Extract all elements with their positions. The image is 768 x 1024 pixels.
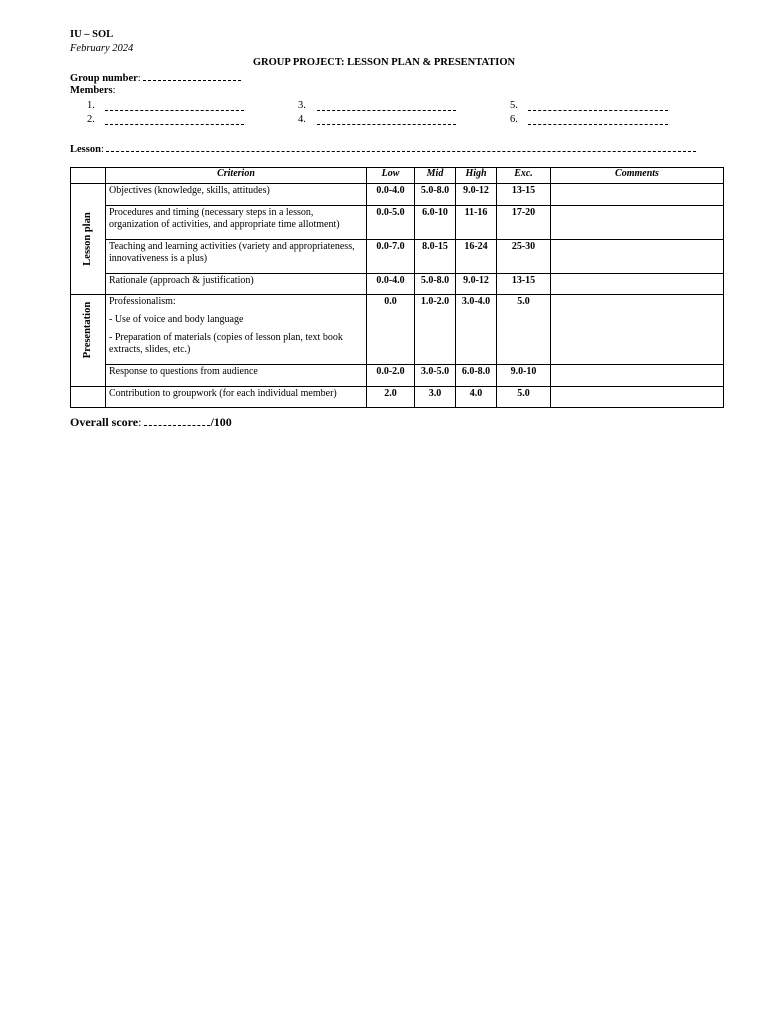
comments-cell[interactable] <box>551 365 724 387</box>
criterion-cell: Procedures and timing (necessary steps in a lesson, organization of activities, and appropriate time allotment) <box>106 206 367 240</box>
group-presentation <box>71 295 106 387</box>
score-mid: 1.0-2.0 <box>415 295 456 365</box>
lesson-row: Lesson: <box>70 142 696 155</box>
member-5-field[interactable] <box>528 101 668 111</box>
group-label: Lesson plan <box>82 212 93 266</box>
member-6-field[interactable] <box>528 115 668 125</box>
member-2-field[interactable] <box>105 115 244 125</box>
score-high: 9.0-12 <box>456 274 497 295</box>
group-number-row: Group number: <box>70 71 241 84</box>
score-mid: 8.0-15 <box>415 240 456 274</box>
table-header-row <box>71 168 724 184</box>
criterion-cell: Response to questions from audience <box>106 365 367 387</box>
score-low: 0.0-5.0 <box>367 206 415 240</box>
score-exc: 17-20 <box>497 206 551 240</box>
comments-cell[interactable] <box>551 274 724 295</box>
lesson-field[interactable] <box>106 142 696 152</box>
comments-cell[interactable] <box>551 184 724 206</box>
criterion-cell: Rationale (approach & justification) <box>106 274 367 295</box>
criterion-cell: Objectives (knowledge, skills, attitudes) <box>106 184 367 206</box>
comments-cell[interactable] <box>551 387 724 408</box>
score-exc: 5.0 <box>497 387 551 408</box>
comments-cell[interactable] <box>551 295 724 365</box>
score-exc: 25-30 <box>497 240 551 274</box>
score-high: 4.0 <box>456 387 497 408</box>
score-low: 0.0-4.0 <box>367 274 415 295</box>
group-number-field[interactable] <box>143 71 241 81</box>
member-number: 2. <box>87 114 95 125</box>
criterion-sub: - Preparation of materials (copies of lesson plan, text book extracts, slides, etc.) <box>109 332 343 355</box>
score-high: 9.0-12 <box>456 184 497 206</box>
score-mid: 3.0 <box>415 387 456 408</box>
comments-cell[interactable] <box>551 240 724 274</box>
header-low: Low <box>367 168 415 184</box>
score-exc: 13-15 <box>497 184 551 206</box>
lesson-label: Lesson <box>70 144 101 155</box>
member-number: 6. <box>510 114 518 125</box>
group-lesson-plan <box>71 184 106 295</box>
score-low: 2.0 <box>367 387 415 408</box>
score-low: 0.0-2.0 <box>367 365 415 387</box>
member-3-field[interactable] <box>317 101 456 111</box>
score-high: 16-24 <box>456 240 497 274</box>
institution: IU – SOL <box>70 29 114 40</box>
score-low: 0.0-7.0 <box>367 240 415 274</box>
table-row <box>71 240 724 274</box>
criterion-cell: Teaching and learning activities (variety and appropriateness, innovativeness is a plus) <box>106 240 367 274</box>
overall-score-suffix: /100 <box>210 415 232 429</box>
table-row <box>71 295 724 365</box>
score-mid: 5.0-8.0 <box>415 274 456 295</box>
overall-score-label: Overall score <box>70 415 139 429</box>
score-high: 3.0-4.0 <box>456 295 497 365</box>
group-number-label: Group number <box>70 73 138 84</box>
group-blank <box>71 387 106 408</box>
score-mid: 5.0-8.0 <box>415 184 456 206</box>
table-row <box>71 206 724 240</box>
score-mid: 3.0-5.0 <box>415 365 456 387</box>
member-number: 5. <box>510 100 518 111</box>
header-high: High <box>456 168 497 184</box>
score-exc: 13-15 <box>497 274 551 295</box>
header-blank <box>71 168 106 184</box>
header-mid: Mid <box>415 168 456 184</box>
member-number: 1. <box>87 100 95 111</box>
comments-cell[interactable] <box>551 206 724 240</box>
member-1-field[interactable] <box>105 101 244 111</box>
criterion-title: Professionalism: <box>109 296 176 307</box>
criterion-cell <box>106 295 367 365</box>
member-number: 4. <box>298 114 306 125</box>
score-high: 6.0-8.0 <box>456 365 497 387</box>
table-row <box>71 387 724 408</box>
score-mid: 6.0-10 <box>415 206 456 240</box>
group-label: Presentation <box>82 301 93 359</box>
score-exc: 5.0 <box>497 295 551 365</box>
criterion-sub: - Use of voice and body language <box>109 314 244 325</box>
page-title: GROUP PROJECT: LESSON PLAN & PRESENTATION <box>252 57 516 68</box>
date: February 2024 <box>70 43 134 54</box>
rubric-table <box>70 167 724 408</box>
header-criterion: Criterion <box>106 168 367 184</box>
overall-score-field[interactable] <box>144 415 210 426</box>
score-exc: 9.0-10 <box>497 365 551 387</box>
score-low: 0.0 <box>367 295 415 365</box>
table-row <box>71 365 724 387</box>
members-row: Members: <box>70 85 116 96</box>
members-label: Members <box>70 85 113 96</box>
score-low: 0.0-4.0 <box>367 184 415 206</box>
table-row <box>71 184 724 206</box>
header-comments: Comments <box>551 168 724 184</box>
overall-score-row: Overall score: /100 <box>70 415 232 429</box>
table-row <box>71 274 724 295</box>
score-high: 11-16 <box>456 206 497 240</box>
criterion-cell: Contribution to groupwork (for each individual member) <box>106 387 367 408</box>
header-exc: Exc. <box>497 168 551 184</box>
member-4-field[interactable] <box>317 115 456 125</box>
member-number: 3. <box>298 100 306 111</box>
